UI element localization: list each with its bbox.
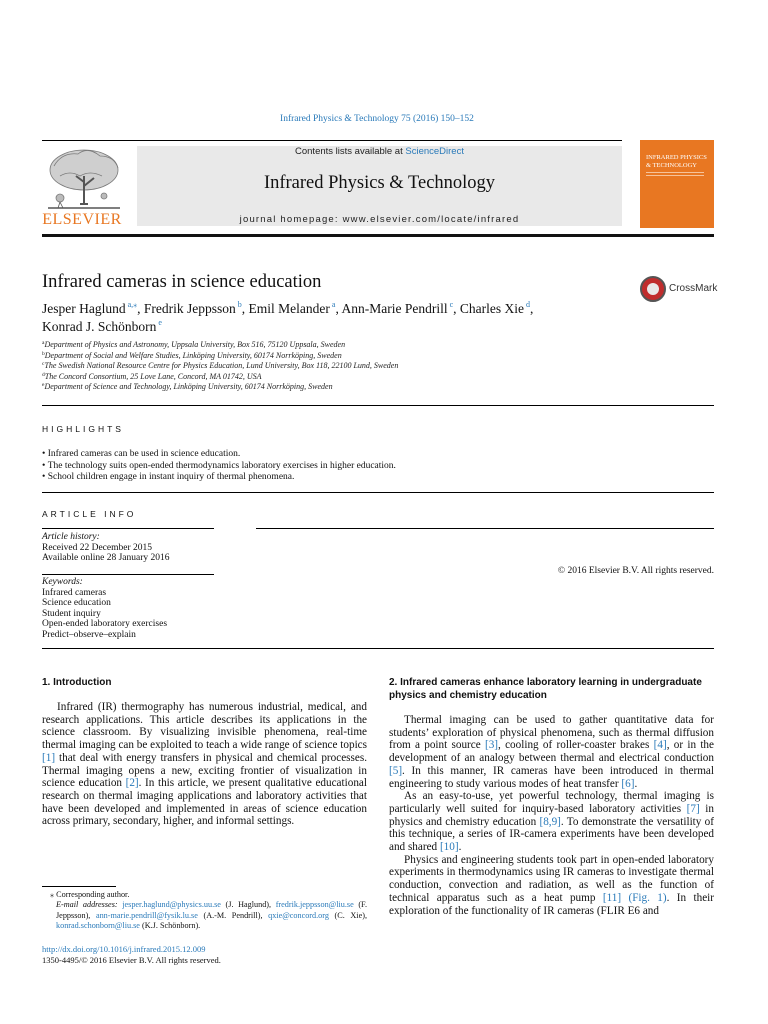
email-owner: (A.-M. Pendrill),	[197, 910, 269, 920]
article-info-rule	[42, 528, 214, 529]
highlights-label: HIGHLIGHTS	[42, 424, 124, 434]
author-name[interactable]: Charles Xie	[459, 301, 525, 316]
paragraph-text: Thermal imaging can be used to gather quantitative data for students’ exploration of physical phenomena, such as thermal diffusion from a point source	[389, 714, 714, 752]
cover-title: INFRARED PHYSICS & TECHNOLOGY	[646, 154, 707, 169]
paragraph-text: , cooling of roller-coaster brakes	[498, 739, 654, 752]
author-separator: ,	[530, 301, 534, 316]
email-addresses	[42, 900, 367, 931]
section-2-body	[389, 714, 714, 917]
author-affiliation-marker[interactable]: d	[524, 300, 531, 309]
elsevier-logo	[40, 146, 124, 228]
email-link[interactable]: konrad.schonborn@liu.se	[56, 920, 140, 930]
paragraph-text: that deal with energy transfers in physical and chemical processes. Thermal imaging opens a new, exciting frontier of visualization in science education	[42, 751, 367, 790]
author-name[interactable]: Jesper Haglund	[42, 301, 126, 316]
reference-link[interactable]: [6]	[621, 777, 635, 790]
crossmark-icon	[640, 276, 666, 302]
keyword-item: Predict–observe–explain	[42, 629, 136, 640]
author-name[interactable]: Ann-Marie Pendrill	[341, 301, 448, 316]
affiliation-marker: b	[42, 350, 45, 357]
journal-citation-link[interactable]: Infrared Physics & Technology 75 (2016) 150–152	[280, 114, 474, 124]
corresponding-author-note: ⁎ Corresponding author.	[50, 890, 130, 899]
reference-link[interactable]: [11]	[602, 891, 622, 904]
highlight-item: • School children engage in instant inquiry of thermal phenomena.	[42, 472, 714, 484]
article-title: Infrared cameras in science education	[42, 272, 322, 292]
article-info-label: ARTICLE INFO	[42, 509, 137, 519]
author-affiliation-marker[interactable]: c	[447, 300, 454, 309]
author-separator: ,	[335, 301, 342, 316]
keyword-item: Infrared cameras	[42, 587, 107, 598]
affiliation-item	[42, 340, 722, 351]
section-2-heading: 2. Infrared cameras enhance laboratory learning in undergraduate physics and chemistry education	[389, 677, 702, 701]
affiliation-text: Department of Science and Technology, Linköping University, 60174 Norrköping, Sweden	[44, 382, 333, 391]
keyword-item: Student inquiry	[42, 608, 101, 619]
doi-block	[42, 944, 221, 965]
highlight-item: • The technology suits open-ended thermodynamics laboratory exercises in higher education.	[42, 461, 714, 473]
author-list	[42, 300, 722, 336]
section-1-heading: 1. Introduction	[42, 677, 112, 688]
email-link[interactable]: qxie@concord.org	[268, 910, 329, 920]
journal-homepage[interactable]: journal homepage: www.elsevier.com/locate/infrared	[239, 214, 520, 225]
footnote-rule	[42, 886, 116, 887]
keywords-label: Keywords:	[42, 577, 83, 587]
paragraph-text: . In their exploration of the functionality of IR cameras (FLIR E6 and	[389, 891, 715, 917]
author-separator: ,	[137, 301, 144, 316]
front-matter-bottom-rule	[42, 648, 714, 649]
doi-link[interactable]: http://dx.doi.org/10.1016/j.infrared.2015.12.009	[42, 944, 206, 954]
affiliation-text: The Swedish National Resource Centre for Physics Education, Lund University, Box 118, 22100 Lund, Sweden	[44, 361, 399, 370]
affiliation-item	[42, 372, 722, 383]
author-name[interactable]: Emil Melander	[248, 301, 330, 316]
keywords	[42, 577, 242, 640]
email-owner: (C. Xie),	[328, 910, 367, 920]
elsevier-tree-icon	[40, 146, 124, 212]
paragraph-text: Infrared (IR) thermography has numerous industrial, medical, and research applications. This article describes its applications in the science classroom. By visualizing invisible phenomena, real-time thermal imaging can be exploited to teach a wide range of science topics	[42, 701, 367, 752]
highlights-bottom-rule	[42, 492, 714, 493]
paragraph-text: . To demonstrate the versatility of this technique, a series of IR-camera experiments have been developed and shared	[389, 815, 714, 854]
reference-link[interactable]: [10]	[439, 841, 459, 854]
section-1-body	[42, 701, 367, 828]
email-label: E-mail addresses:	[56, 900, 123, 910]
paragraph-text: .	[634, 777, 638, 790]
keyword-item: Open-ended laboratory exercises	[42, 619, 168, 629]
email-link[interactable]: jesper.haglund@physics.uu.se	[122, 900, 221, 910]
abstract-copyright: © 2016 Elsevier B.V. All rights reserved.	[557, 566, 714, 576]
paragraph-text: Physics and engineering students took part in open-ended laboratory experiments in thermodynamics using IR cameras to investigate thermal conduction, convection and radiation, as well as the function of technical apparatus such as a heat pump	[389, 853, 714, 904]
email-link[interactable]: fredrik.jeppsson@liu.se	[275, 900, 354, 910]
header-thick-rule	[42, 234, 714, 237]
email-owner: (F. Jeppsson),	[56, 900, 367, 920]
author-separator: ,	[453, 301, 460, 316]
affiliation-item	[42, 382, 722, 393]
keyword-item: Science education	[42, 598, 111, 608]
reference-link[interactable]: [5]	[389, 764, 403, 777]
section-2-paragraph	[389, 854, 714, 918]
affiliation-item	[42, 351, 722, 362]
received-date: Received 22 December 2015	[42, 542, 152, 553]
reference-link[interactable]: (Fig. 1)	[628, 891, 667, 904]
cover-divider	[646, 175, 704, 176]
reference-link[interactable]: [7]	[686, 802, 700, 815]
email-link[interactable]: ann-marie.pendrill@fysik.lu.se	[95, 910, 198, 920]
reference-link[interactable]: [2]	[125, 777, 139, 790]
crossmark-label: CrossMark	[669, 283, 718, 294]
author-affiliation-marker[interactable]: a	[329, 300, 336, 309]
online-date: Available online 28 January 2016	[42, 553, 170, 563]
affiliation-marker: e	[42, 382, 45, 388]
author-affiliation-marker[interactable]: a,⁎	[125, 300, 138, 309]
reference-link[interactable]: [1]	[42, 751, 56, 764]
paragraph-text: . In this article, we present qualitative educational research on thermal imaging applications and laboratory activities that have been developed and implemented in areas of science education across primary, secondary, higher, and informal settings.	[42, 777, 368, 828]
email-owner: (J. Haglund),	[220, 900, 276, 910]
affiliation-text: Department of Physics and Astronomy, Uppsala University, Box 516, 75120 Uppsala, Sweden	[44, 340, 346, 349]
paragraph-text: . In this manner, IR cameras have been introduced in thermal engineering to study various modes of heat transfer	[389, 764, 714, 790]
journal-banner	[137, 146, 622, 226]
issn-line: 1350-4495/© 2016 Elsevier B.V. All rights reserved.	[42, 954, 221, 965]
affiliation-marker: a	[42, 340, 45, 346]
reference-link[interactable]: [3]	[484, 739, 499, 752]
affiliation-text: The Concord Consortium, 25 Love Lane, Concord, MA 01742, USA	[44, 371, 262, 381]
highlight-item: • Infrared cameras can be used in science education.	[42, 449, 714, 461]
abstract-rule	[256, 528, 714, 529]
sciencedirect-link[interactable]: ScienceDirect	[405, 146, 464, 157]
affiliation-item	[42, 361, 722, 372]
footnote	[42, 890, 367, 931]
contents-availability: Contents lists available at ScienceDirect	[295, 146, 464, 157]
affiliation-text: Department of Social and Welfare Studies, Linköping University, 60174 Norrköping, Sweden	[44, 350, 342, 360]
affiliation-marker: d	[42, 371, 45, 378]
affiliation-marker: c	[42, 361, 45, 367]
author-separator: ,	[241, 301, 249, 316]
author-name[interactable]: Konrad J. Schönborn	[42, 319, 157, 334]
elsevier-wordmark: ELSEVIER	[42, 211, 122, 228]
highlights-list	[42, 449, 714, 484]
paragraph-text: , or in the development of an analogy between thermal and electrical conduction	[389, 739, 714, 765]
author-affiliation-marker[interactable]: e	[156, 318, 162, 327]
cover-divider	[646, 172, 704, 173]
paragraph-text: in physics and chemistry education	[389, 802, 715, 828]
reference-link[interactable]: [4]	[653, 739, 667, 752]
section-2-paragraph	[389, 714, 714, 790]
journal-title: Infrared Physics & Technology	[263, 173, 496, 193]
keywords-rule	[42, 574, 214, 575]
section-2-paragraph	[389, 790, 714, 854]
section-1-paragraph	[42, 701, 367, 828]
paragraph-text: .	[458, 841, 462, 854]
affiliation-list	[42, 340, 722, 393]
paragraph-text: As an easy-to-use, yet powerful technology, thermal imaging is particularly well suited for inquiry-based laboratory activities	[389, 790, 714, 815]
reference-link[interactable]: [8,9]	[539, 815, 561, 828]
journal-cover-thumbnail[interactable]	[640, 140, 714, 228]
email-owner: (K.J. Schönborn).	[139, 920, 201, 930]
author-affiliation-marker[interactable]: b	[235, 300, 242, 309]
highlights-top-rule	[42, 405, 714, 406]
article-history-label: Article history:	[42, 532, 100, 542]
header-rule	[42, 140, 622, 141]
article-history	[42, 532, 242, 564]
author-name[interactable]: Fredrik Jeppsson	[143, 301, 236, 316]
